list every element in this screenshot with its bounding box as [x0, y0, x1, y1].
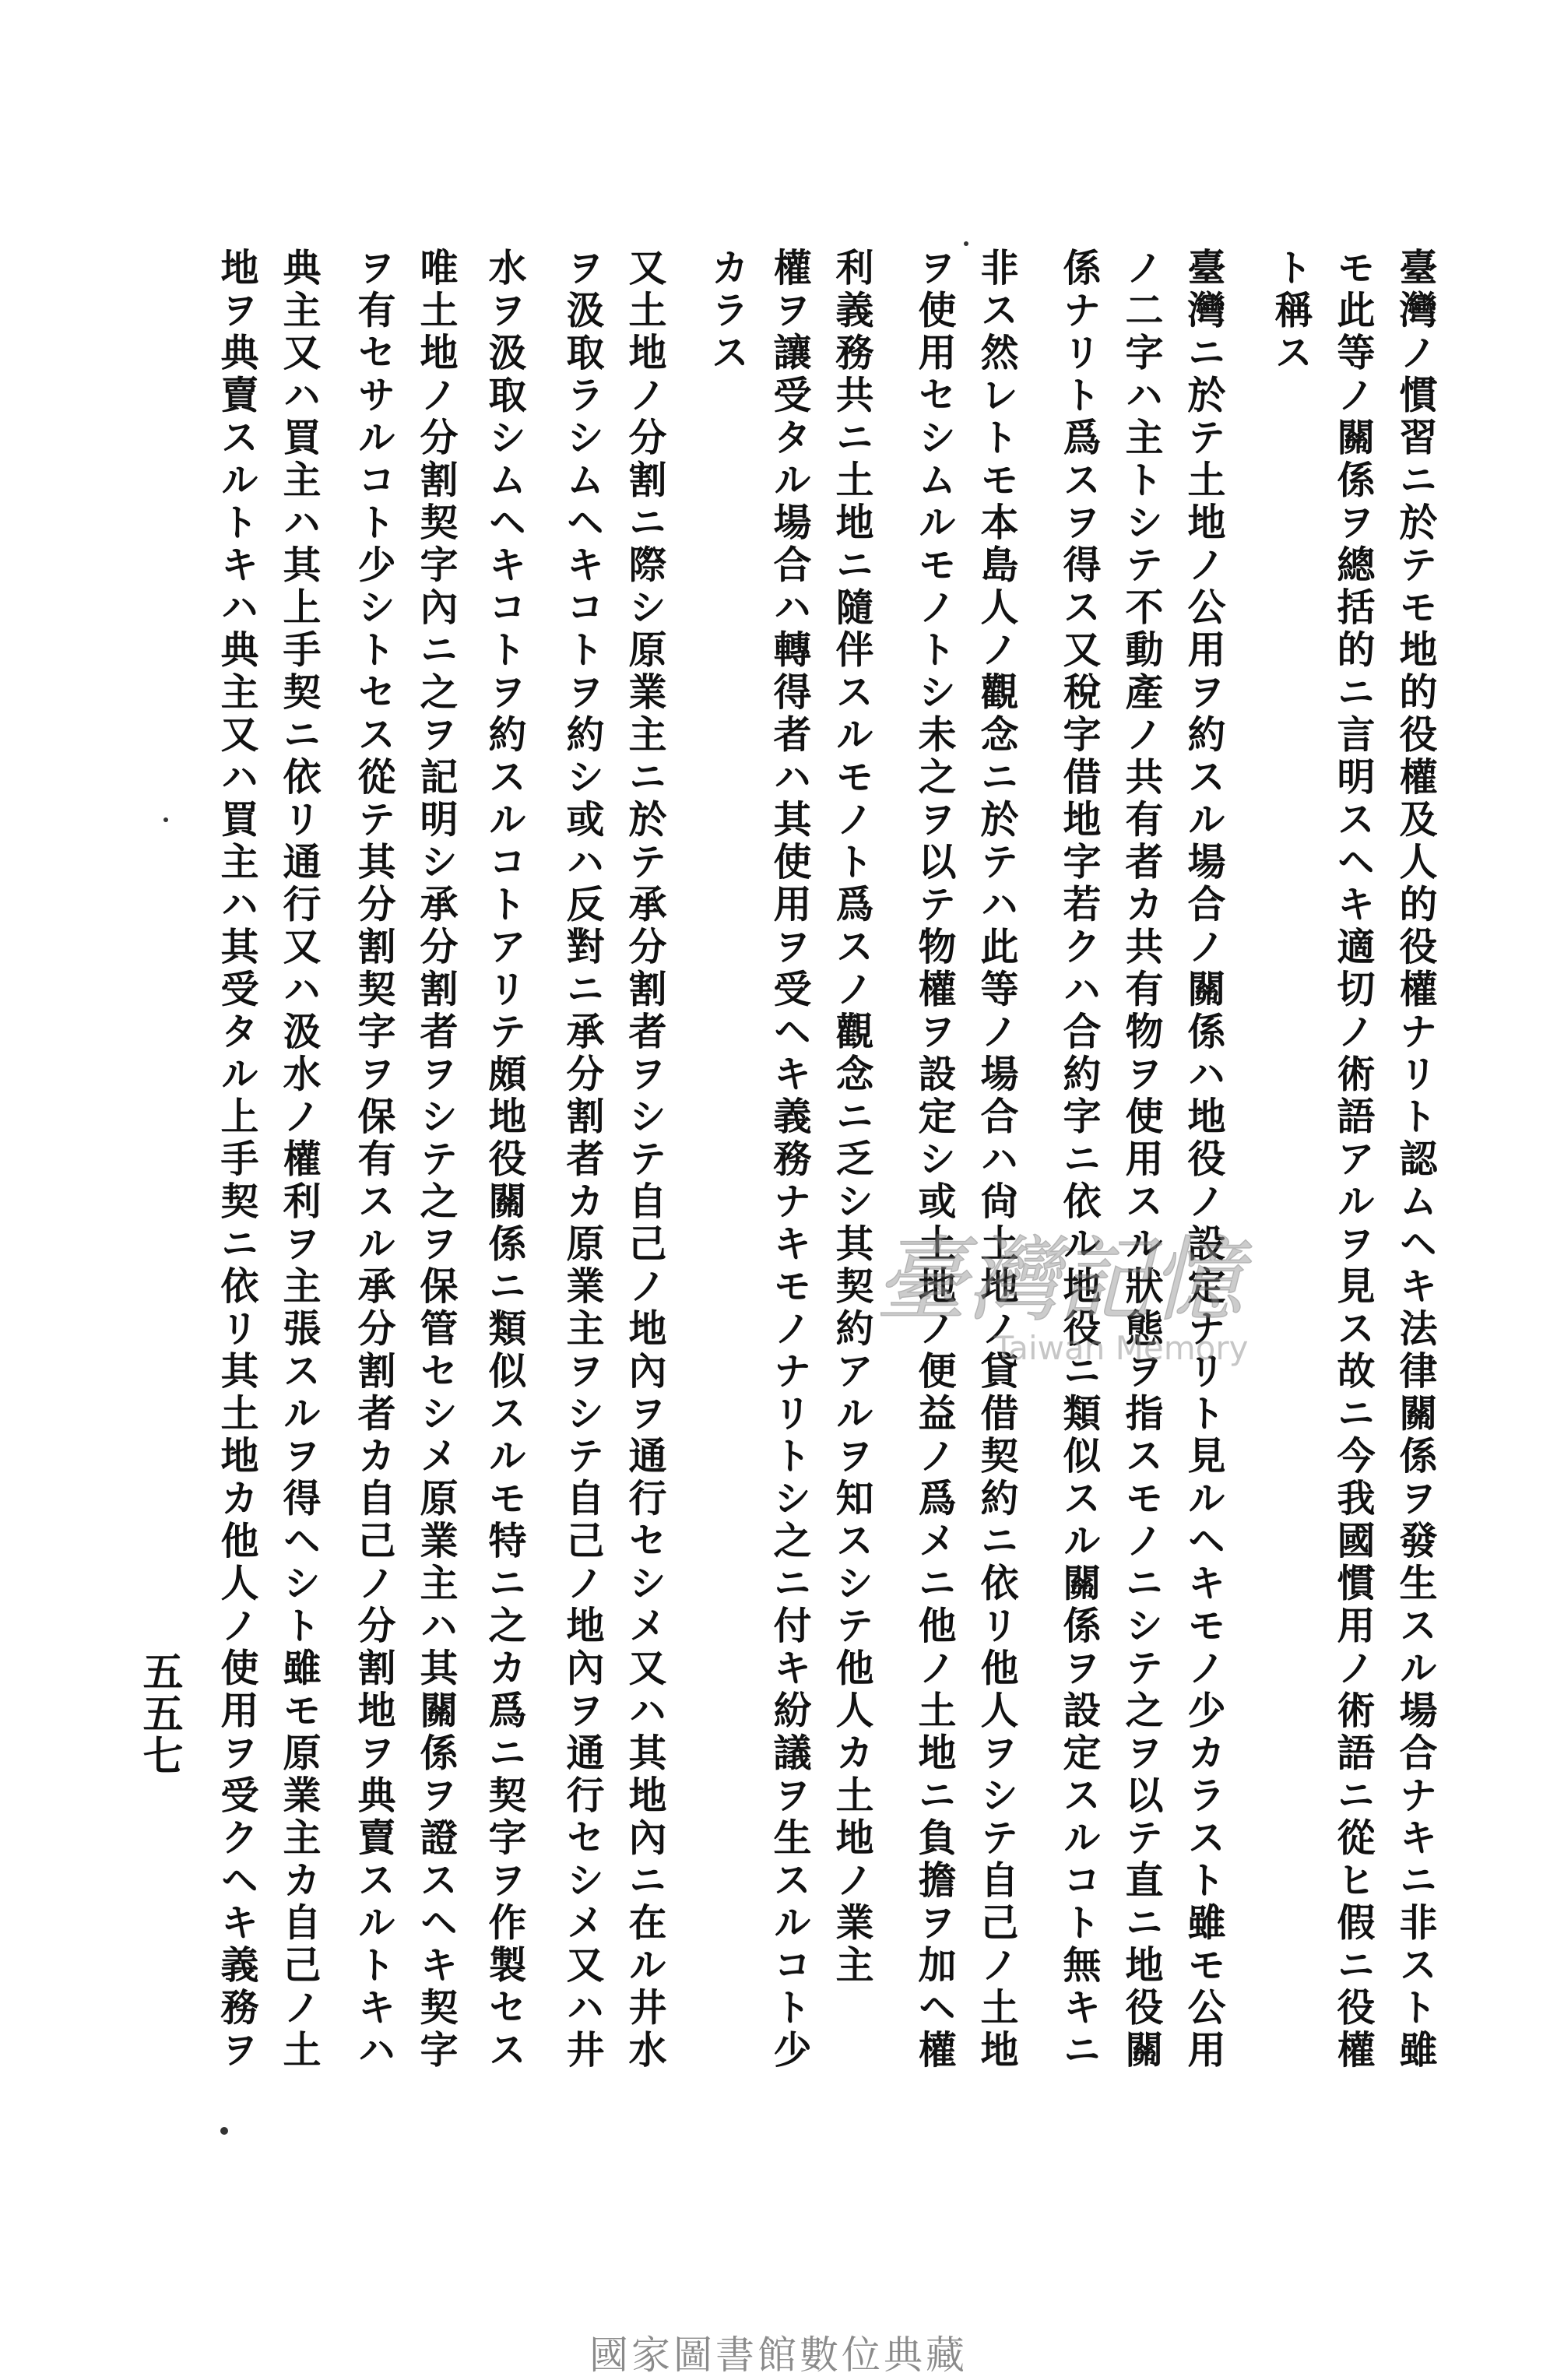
text-column-10: 權ヲ讓受タル場合ハ轉得者ハ其使用ヲ受ヘキ義務ナキモノナリトシ之ニ付キ紛議ヲ生スルコト少	[768, 248, 813, 2072]
text-column-12: 又土地ノ分割ニ際シ原業主ニ於テ承分割者ヲシテ自己ノ地內ヲ通行セシメ又ハ其地內ニ在ル井水	[623, 248, 668, 2072]
text-column-15: 唯土地ノ分割契字內ニ之ヲ記明シ承分割者ヲシテ之ヲ保管セシメ原業主ハ其關係ヲ證スヘキ契字	[414, 248, 459, 2072]
text-column-6: 係ナリト爲スヲ得ス又稅字借地字若クハ合約字ニ依ル地役ニ類似スル關係ヲ設定スルコト無キニ	[1057, 248, 1102, 2072]
text-column-11: カラス	[705, 248, 750, 375]
text-column-1: 臺灣ノ慣習ニ於テモ地的役權及人的役權ナリト認ムヘキ法律關係ヲ發生スル場合ナキニ非スト雖	[1394, 248, 1439, 2072]
text-column-9: 利義務共ニ土地ニ隨伴スルモノト爲スノ觀念ニ乏シ其契約アルヲ知スシテ他人カ土地ノ業主	[830, 248, 875, 1988]
scan-speck	[163, 817, 168, 822]
text-column-13: ヲ汲取ラシムヘキコトヲ約シ或ハ反對ニ承分割者カ原業主ヲシテ自己ノ地內ヲ通行セシメ又ハ井	[561, 248, 606, 2072]
text-column-7: 非ス然レトモ本島人ノ觀念ニ於テハ此等ノ場合ハ尙土地ノ貸借契約ニ依リ他人ヲシテ自己ノ土地	[975, 248, 1020, 2072]
text-column-2: モ此等ノ關係ヲ總括的ニ言明スヘキ適切ノ術語アルヲ見ス故ニ今我國慣用ノ術語ニ從ヒ假ニ役權	[1331, 248, 1376, 2072]
text-column-5: ノ二字ハ主トシテ不動產ノ共有者カ共有物ヲ使用スル狀態ヲ指スモノニシテ之ヲ以テ直ニ地役關	[1119, 248, 1165, 2072]
text-column-14: 水ヲ汲取シムヘキコトヲ約スルコトアリテ頗地役關係ニ類似スルモ特ニ之カ爲ニ契字ヲ作製セス	[483, 248, 528, 2072]
text-column-3: ト稱ス	[1269, 248, 1314, 375]
text-column-4: 臺灣ニ於テ土地ノ公用ヲ約スル場合ノ關係ハ地役ノ設定ナリト見ルヘキモノ少カラスト雖モ公用	[1182, 248, 1227, 2072]
watermark-english: Taiwan Memory	[993, 1329, 1249, 1367]
text-column-16: ヲ有セサルコト少シトセス從テ其分割契字ヲ保有スル承分割者カ自己ノ分割地ヲ典賣スルトキハ	[352, 248, 397, 2072]
page-number: 五五七	[135, 1651, 183, 1777]
footer-credit: 國家圖書館數位典藏	[589, 2333, 968, 2378]
scan-speck	[964, 241, 968, 246]
text-column-18: 地ヲ典賣スルトキハ典主又ハ買主ハ其受タル上手契ニ依リ其土地カ他人ノ使用ヲ受クヘキ義務ヲ	[215, 248, 260, 2072]
scan-speck	[220, 2127, 228, 2135]
text-column-8: ヲ使用セシムルモノトシ未之ヲ以テ物權ヲ設定シ或土地ノ便益ノ爲メニ他ノ土地ニ負擔ヲ加ヘ權	[912, 248, 958, 2072]
text-column-17: 典主又ハ買主ハ其上手契ニ依リ通行又ハ汲水ノ權利ヲ主張スルヲ得ヘシト雖モ原業主カ自己ノ土	[277, 248, 322, 2072]
watermark-chinese: 臺灣記憶	[874, 1230, 1243, 1334]
